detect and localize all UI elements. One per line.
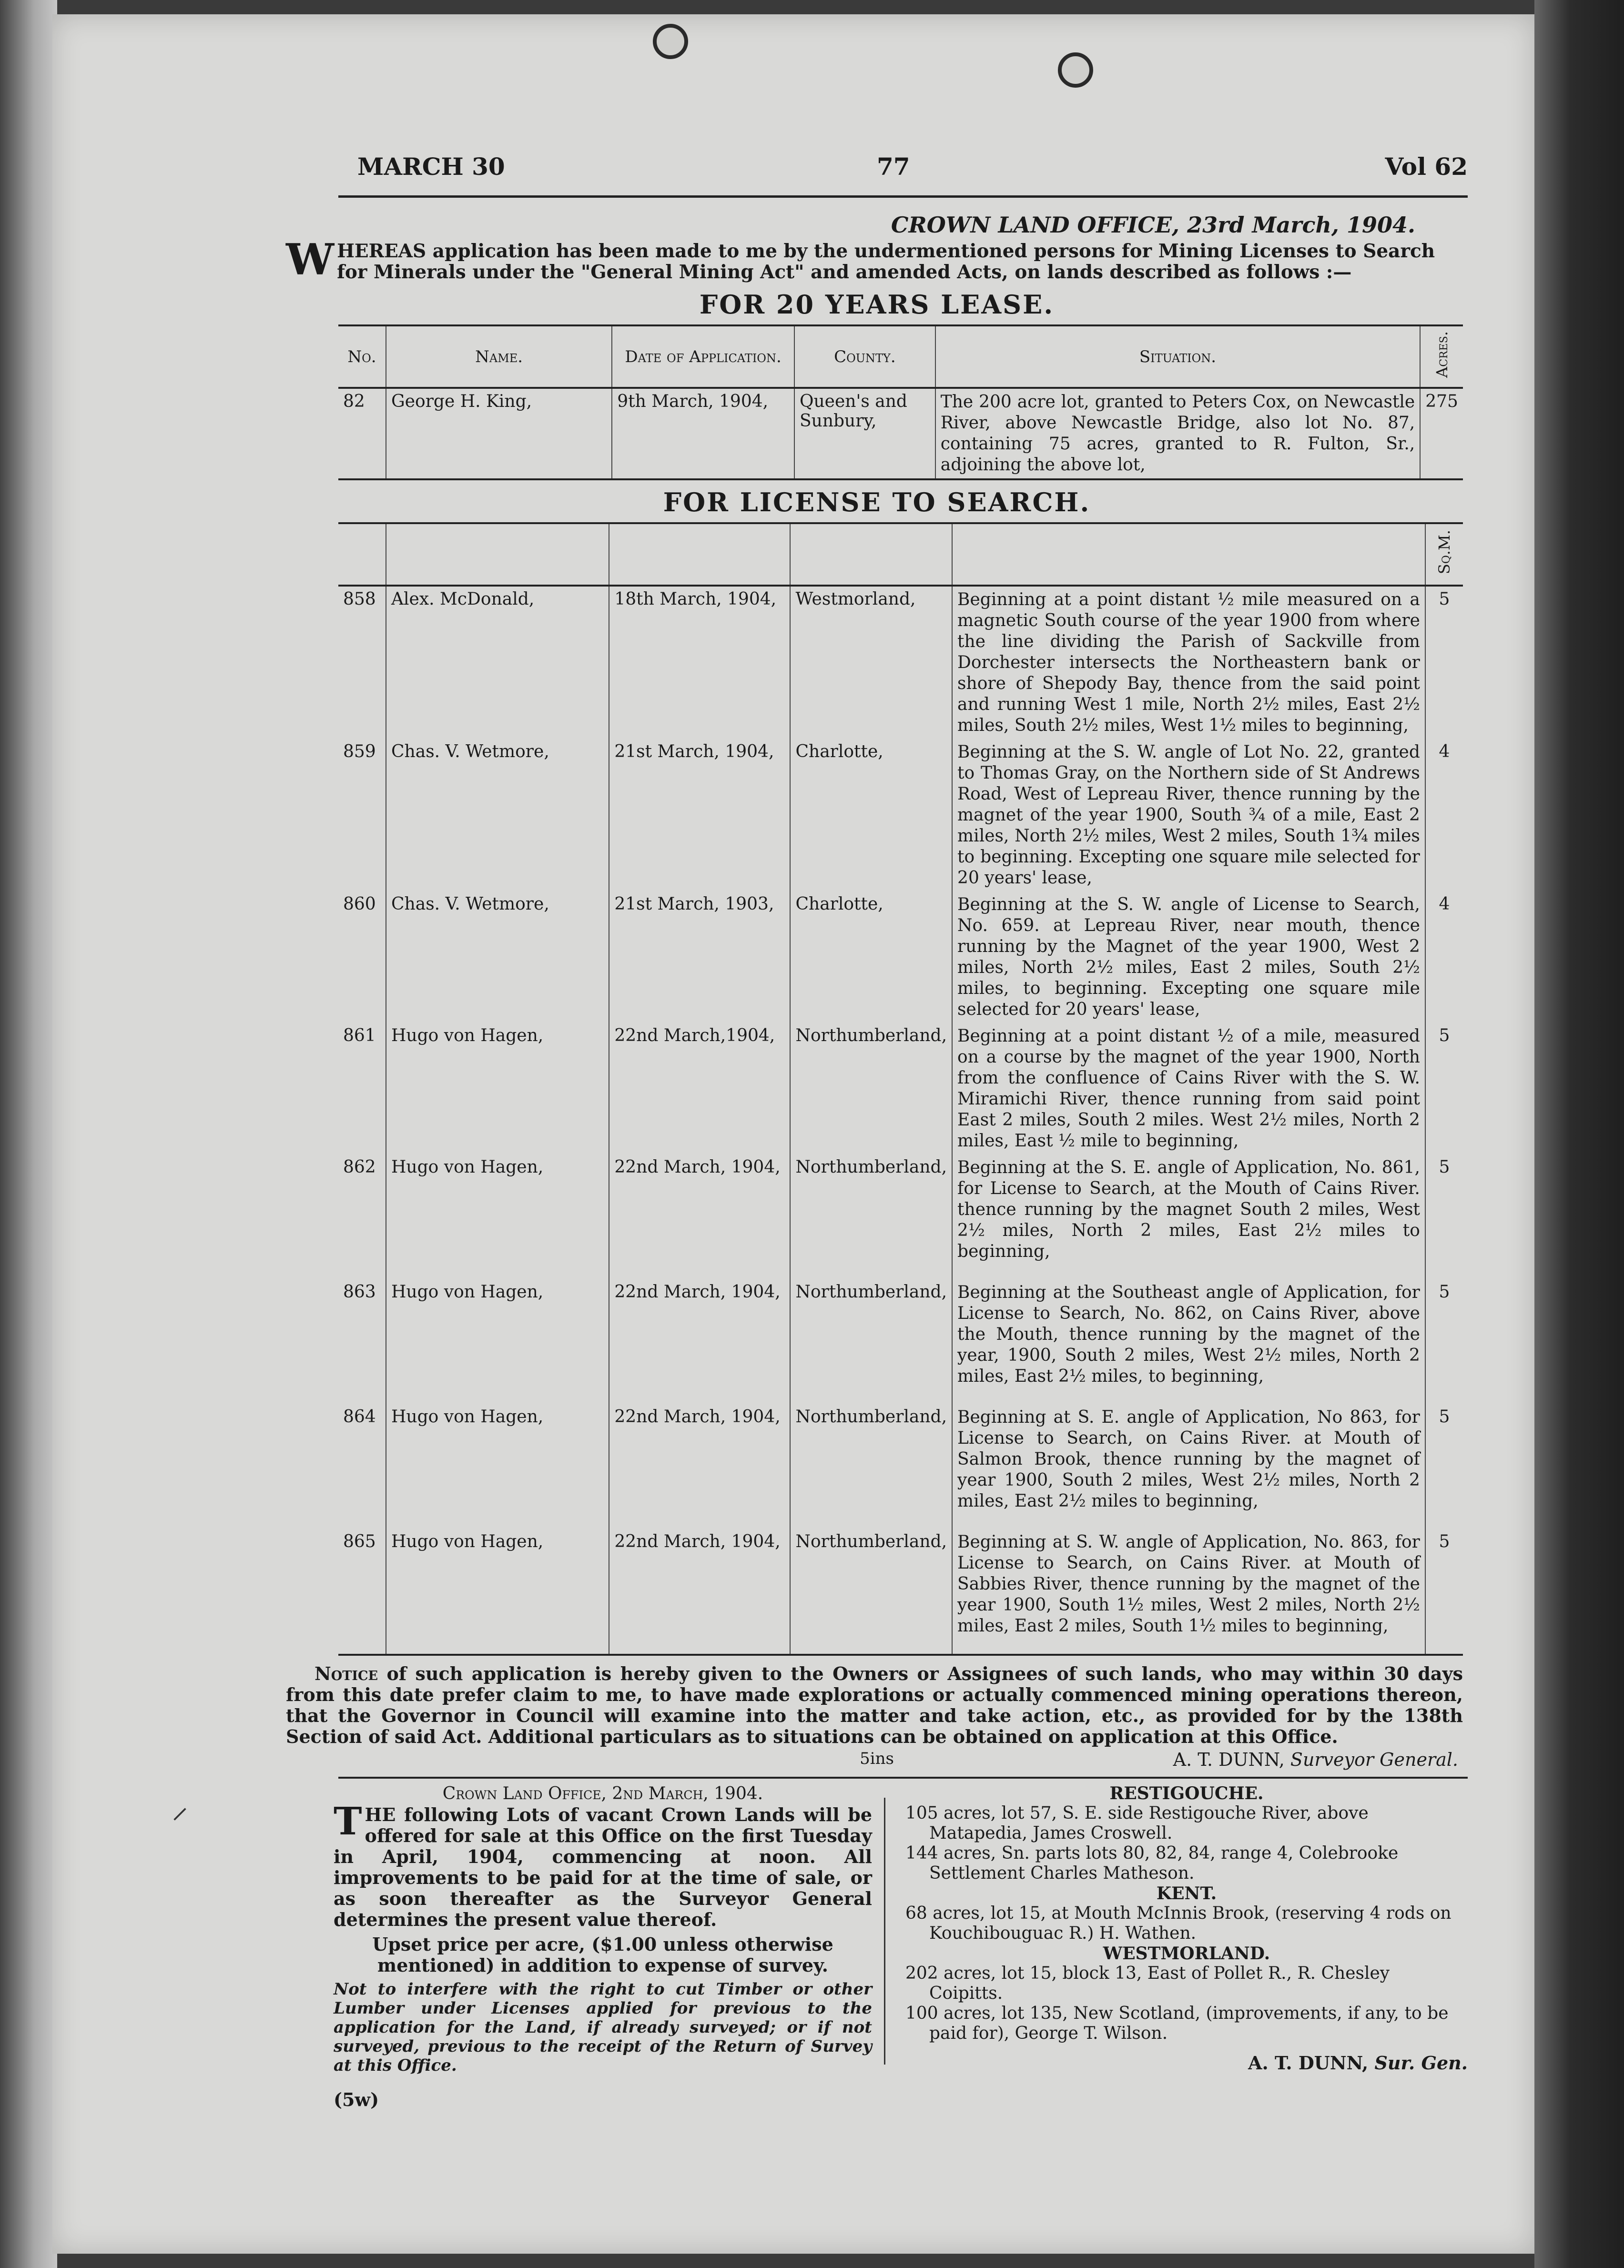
cell-sqm: 5	[1425, 586, 1463, 739]
cell-name: Hugo von Hagen,	[386, 1023, 609, 1154]
intro-paragraph	[286, 234, 1468, 285]
section-rule	[338, 1777, 1468, 1779]
county-heading: WESTMORLAND.	[1103, 1944, 1270, 1964]
sqm-label: Sq.M.	[1435, 530, 1453, 575]
search-section-title: FOR LICENSE TO SEARCH.	[663, 487, 1091, 517]
county-heading: KENT.	[1156, 1883, 1217, 1904]
claims-notice	[286, 1663, 1463, 1747]
table-row	[338, 1404, 1463, 1529]
lot-entry: 105 acres, lot 57, S. E. side Restigouche River, above Matapedia, James Croswell.	[905, 1803, 1369, 1843]
cell-acres: 275	[1420, 388, 1463, 479]
sale-notice	[286, 1783, 1468, 2117]
page-header	[286, 143, 1468, 195]
table-row	[338, 891, 1463, 1023]
scan-right-shadow	[1534, 0, 1624, 2268]
cell-sqm: 5	[1425, 1404, 1463, 1529]
cell-date: 22nd March, 1904,	[609, 1404, 790, 1529]
cell-no: 860	[343, 894, 376, 914]
sale-text: HE following Lots of vacant Crown Lands will be offered for sale at this Office on the first Tuesday in April, 1904, commencing at noon. All improvements to be paid for at the time of sale, or as soon thereafter as the Surveyor General determines the present value thereof.	[334, 1804, 872, 1930]
cell-county: Queen's and Sunbury,	[794, 388, 935, 479]
cell-situation: Beginning at S. E. angle of Application, No 863, for License to Search, on Cains River. at Mouth of Salmon Brook, thence running by the magnet of year 1900, South 2 miles, West 2½ miles, North 2 miles, East 2½ miles to beginning,	[952, 1404, 1425, 1529]
cell-situation: Beginning at the Southeast angle of Application, for License to Search, No. 862, on Cains River, above the Mouth, thence running by the magnet of the year, 1900, South 2 miles, West 2½ miles, North 2 miles, East 2½ miles, to beginning,	[952, 1279, 1425, 1404]
office-line: CROWN LAND OFFICE, 23rd March, 1904.	[891, 212, 1415, 238]
notice-lead: Notice	[315, 1663, 378, 1684]
cell-name: Hugo von Hagen,	[386, 1529, 609, 1655]
cell-date: 22nd March, 1904,	[609, 1529, 790, 1655]
cell-no: 862	[343, 1157, 376, 1177]
header-rule	[338, 195, 1468, 198]
sale-paragraph	[334, 1799, 872, 1930]
upset-price: Upset price per acre, ($1.00 unless otherwise mentioned) in addition to expense of survey.	[372, 1934, 833, 1976]
county-heading: RESTIGOUCHE.	[1109, 1783, 1264, 1803]
cell-date: 18th March, 1904,	[609, 586, 790, 739]
table-row	[338, 586, 1463, 739]
table-row	[338, 1154, 1463, 1279]
col-header-sqm	[1425, 523, 1463, 586]
cell-county: Westmorland,	[790, 586, 952, 739]
cell-county: Charlotte,	[790, 891, 952, 1023]
page-content	[286, 143, 1468, 2117]
cell-no: 865	[338, 1529, 386, 1655]
cell-no: 861	[343, 1026, 376, 1045]
cell-no: 863	[343, 1282, 376, 1302]
lot-entry: 144 acres, Sn. parts lots 80, 82, 84, range 4, Colebrooke Settlement Charles Matheson.	[905, 1843, 1399, 1883]
cell-situation: Beginning at the S. W. angle of Lot No. 22, granted to Thomas Gray, on the Northern side of St Andrews Road, West of Lepreau River, thence running by the magnet of the year 1900, South ¾ of a mile, East 2 miles, North 2½ miles, West 2 miles, South 1¾ miles to beginning. Excepting one square mile selected for 20 years' lease,	[952, 739, 1425, 891]
cell-sqm: 4	[1425, 739, 1463, 891]
cell-no: 864	[343, 1407, 376, 1427]
signature-name: A. T. DUNN,	[1248, 2052, 1369, 2074]
cell-name: Alex. McDonald,	[386, 586, 609, 739]
cell-situation: Beginning at a point distant ½ mile measured on a magnetic South course of the year 1900 from where the line dividing the Parish of Sackville from Dorchester intersects the Northeastern bank or shore of Shepody Bay, thence from the said point and running West 1 mile, North 2½ miles, East 2½ miles, South 2½ miles, West 1½ miles to beginning,	[952, 586, 1425, 739]
table-row	[338, 739, 1463, 891]
cell-sqm: 5	[1425, 1023, 1463, 1154]
cell-date: 9th March, 1904,	[612, 388, 794, 479]
cell-name: George H. King,	[386, 388, 612, 479]
acres-label: Acres.	[1432, 331, 1451, 378]
table-row	[338, 1023, 1463, 1154]
cell-situation: Beginning at the S. W. angle of License to Search, No. 659. at Lepreau River, near mouth, thence running by the Magnet of the year 1900, West 2 miles, North 2½ miles, East 2 miles, South 2½ miles, to beginning. Excepting one square mile selected for 20 years' lease,	[952, 891, 1425, 1023]
lot-entry: 68 acres, lot 15, at Mouth McInnis Brook, (reserving 4 rods on Kouchibouguac R.) H. Wathen.	[905, 1904, 1451, 1943]
column-divider	[884, 1798, 885, 2065]
cell-situation: Beginning at S. W. angle of Application, No. 863, for License to Search, on Cains River. at Mouth of Sabbies River, thence running by the magnet of the year 1900, South 1½ miles, West 2 miles, North 2½ miles, East 2 miles, South 1½ miles to beginning,	[952, 1529, 1425, 1655]
col-header-date: Date of Application.	[612, 325, 794, 388]
timber-clause: Not to interfere with the right to cut Timber or other Lumber under Licenses applied for previous to the application for the Land, if already surveyed; or if not surveyed, previous to the receipt of the Return of Survey at this Office.	[334, 1980, 872, 2075]
signature-name: A. T. DUNN,	[1173, 1749, 1285, 1770]
col-header-situation: Situation.	[935, 325, 1421, 388]
cell-name: Hugo von Hagen,	[386, 1279, 609, 1404]
cell-county: Northumberland,	[790, 1279, 952, 1404]
cell-no: 82	[338, 388, 386, 479]
scan-left-edge	[0, 0, 57, 2268]
signature-title: Sur. Gen.	[1374, 2052, 1468, 2074]
table-row	[338, 388, 1463, 479]
cell-no: 858	[343, 589, 376, 609]
page-number: 77	[877, 152, 910, 181]
cell-name: Chas. V. Wetmore,	[386, 739, 609, 891]
cell-date: 22nd March,1904,	[609, 1023, 790, 1154]
pencil-mark: ⸝	[172, 1787, 188, 1826]
cell-sqm: 4	[1425, 891, 1463, 1023]
cell-situation: Beginning at a point distant ½ of a mile, measured on a course by the magnet of the year 1900, North from the confluence of Cains River with the S. W. Miramichi River, thence running from said point East 2 miles, South 2 miles. West 2½ miles, North 2 miles, East ½ mile to beginning,	[952, 1023, 1425, 1154]
binder-hole	[1058, 52, 1093, 88]
cell-sqm: 5	[1425, 1529, 1463, 1655]
cell-county: Northumberland,	[790, 1154, 952, 1279]
dropcap: W	[286, 234, 335, 285]
cell-county: Charlotte,	[790, 739, 952, 891]
cell-date: 22nd March, 1904,	[609, 1279, 790, 1404]
dropcap: T	[334, 1799, 362, 1843]
col-header-county: County.	[794, 325, 935, 388]
cell-county: Northumberland,	[790, 1023, 952, 1154]
volume-label: Vol 62	[1385, 152, 1468, 181]
cell-date: 22nd March, 1904,	[609, 1154, 790, 1279]
notice-text: of such application is hereby given to the Owners or Assignees of such lands, who may within 30 days from this date prefer claim to me, to have made explorations or actually commenced mining operations thereon, that the Governor in Council will examine into the matter and take action, etc., as provided for by the 138th Section of said Act. Additional particulars as to situations can be obtained on application at this Office.	[286, 1663, 1463, 1747]
cell-no: 859	[343, 742, 376, 761]
cell-name: Hugo von Hagen,	[386, 1404, 609, 1529]
insertion-mark: (5w)	[334, 2089, 379, 2110]
cell-sqm: 5	[1425, 1154, 1463, 1279]
intro-text: HEREAS application has been made to me by the undermentioned persons for Mining Licenses to Search for Minerals under the "General Mining Act" and amended Acts, on lands described as follows :—	[337, 240, 1435, 283]
insertion-mark: 5ins	[860, 1749, 894, 1768]
cell-county: Northumberland,	[790, 1529, 952, 1655]
signature-title: Surveyor General.	[1290, 1749, 1458, 1770]
sale-notice-left-column	[334, 1783, 872, 2110]
lease-table	[338, 324, 1463, 480]
header-date: MARCH 30	[357, 152, 505, 181]
sale-notice-right-column	[905, 1783, 1468, 2073]
table-row	[338, 1529, 1463, 1655]
col-header-acres	[1420, 325, 1463, 388]
col-header-name: Name.	[386, 325, 612, 388]
cell-name: Chas. V. Wetmore,	[386, 891, 609, 1023]
cell-county: Northumberland,	[790, 1404, 952, 1529]
col-header-no: No.	[338, 325, 386, 388]
lot-entry: 202 acres, lot 15, block 13, East of Pollet R., R. Chesley Coipitts.	[905, 1964, 1390, 2003]
cell-situation: The 200 acre lot, granted to Peters Cox, on Newcastle River, above Newcastle Bridge, also lot No. 87, containing 75 acres, granted to R. Fulton, Sr., adjoining the above lot,	[935, 388, 1421, 479]
cell-name: Hugo von Hagen,	[386, 1154, 609, 1279]
signature-sur-gen	[905, 2053, 1468, 2073]
cell-date: 21st March, 1904,	[609, 739, 790, 891]
table-row	[338, 1279, 1463, 1404]
cell-date: 21st March, 1903,	[609, 891, 790, 1023]
search-table	[338, 522, 1463, 1656]
binder-hole	[653, 24, 688, 59]
cell-situation: Beginning at the S. E. angle of Application, No. 861, for License to Search, at the Mouth of Cains River. thence running by the magnet South 2 miles, West 2½ miles, North 2 miles, East 2½ miles to beginning,	[952, 1154, 1425, 1279]
cell-sqm: 5	[1425, 1279, 1463, 1404]
lot-entry: 100 acres, lot 135, New Scotland, (improvements, if any, to be paid for), George T. Wilson.	[905, 2004, 1449, 2043]
lease-section-title: FOR 20 YEARS LEASE.	[699, 289, 1055, 320]
sale-office-line: Crown Land Office, 2nd March, 1904.	[442, 1784, 763, 1803]
